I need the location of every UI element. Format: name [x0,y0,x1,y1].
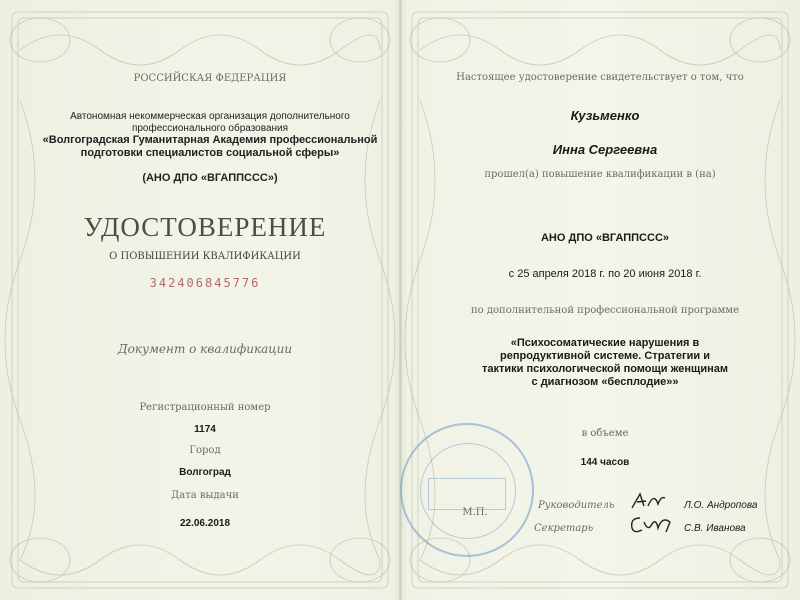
passed-text: прошел(а) повышение квалификации в (на) [484,169,716,180]
program-line-3: тактики психологической помощи женщинам [482,363,728,375]
issue-date-label: Дата выдачи [171,490,239,501]
program-label: по дополнительной профессиональной программе [470,305,740,316]
secretary-name: С.В. Иванова [684,523,746,534]
certificate-number: 342406845776 [149,276,261,290]
org-line-4: подготовки специалистов социальной сферы» [80,147,340,159]
document-subtitle: О ПОВЫШЕНИИ КВАЛИФИКАЦИИ [109,251,301,262]
country-heading: РОССИЙСКАЯ ФЕДЕРАЦИЯ [133,73,287,84]
secretary-label: Секретарь [534,523,594,534]
head-name: Л.О. Андропова [684,500,758,511]
training-period: с 25 апреля 2018 г. по 20 июня 2018 г. [508,268,702,280]
intro-text: Настоящее удостоверение свидетельствует о том, что [456,72,744,83]
org-line-2: профессионального образования [131,123,289,134]
program-line-4: с диагнозом «бесплодие»» [531,376,679,388]
center-fold [399,0,402,600]
volume-value: 144 часов [580,457,630,468]
city-value: Волгоград [179,467,231,478]
org-line-3: «Волгоградская Гуманитарная Академия профессиональной [42,134,378,146]
seal-label: М.П. [462,507,488,518]
document-title: УДОСТОВЕРЕНИЕ [83,212,327,242]
program-line-2: репродуктивной системе. Стратегии и [500,350,710,362]
registration-label: Регистрационный номер [139,402,271,413]
city-label: Город [189,445,221,456]
document-type: Документ о квалификации [117,342,293,356]
training-organization: АНО ДПО «ВГАППССС» [540,232,670,244]
org-line-1: Автономная некоммерческая организация дополнительного [70,111,350,122]
volume-label: в объеме [581,428,629,439]
issue-date-value: 22.06.2018 [179,518,231,529]
head-label: Руководитель [538,500,615,511]
org-abbreviation: (АНО ДПО «ВГАППССС») [142,172,278,184]
recipient-given-names: Инна Сергеевна [552,142,658,157]
secretary-signature-icon [626,510,676,538]
registration-number: 1174 [194,424,216,435]
program-line-1: «Психосоматические нарушения в [510,337,700,349]
seal-center-box [428,478,506,510]
recipient-surname: Кузьменко [570,108,640,123]
